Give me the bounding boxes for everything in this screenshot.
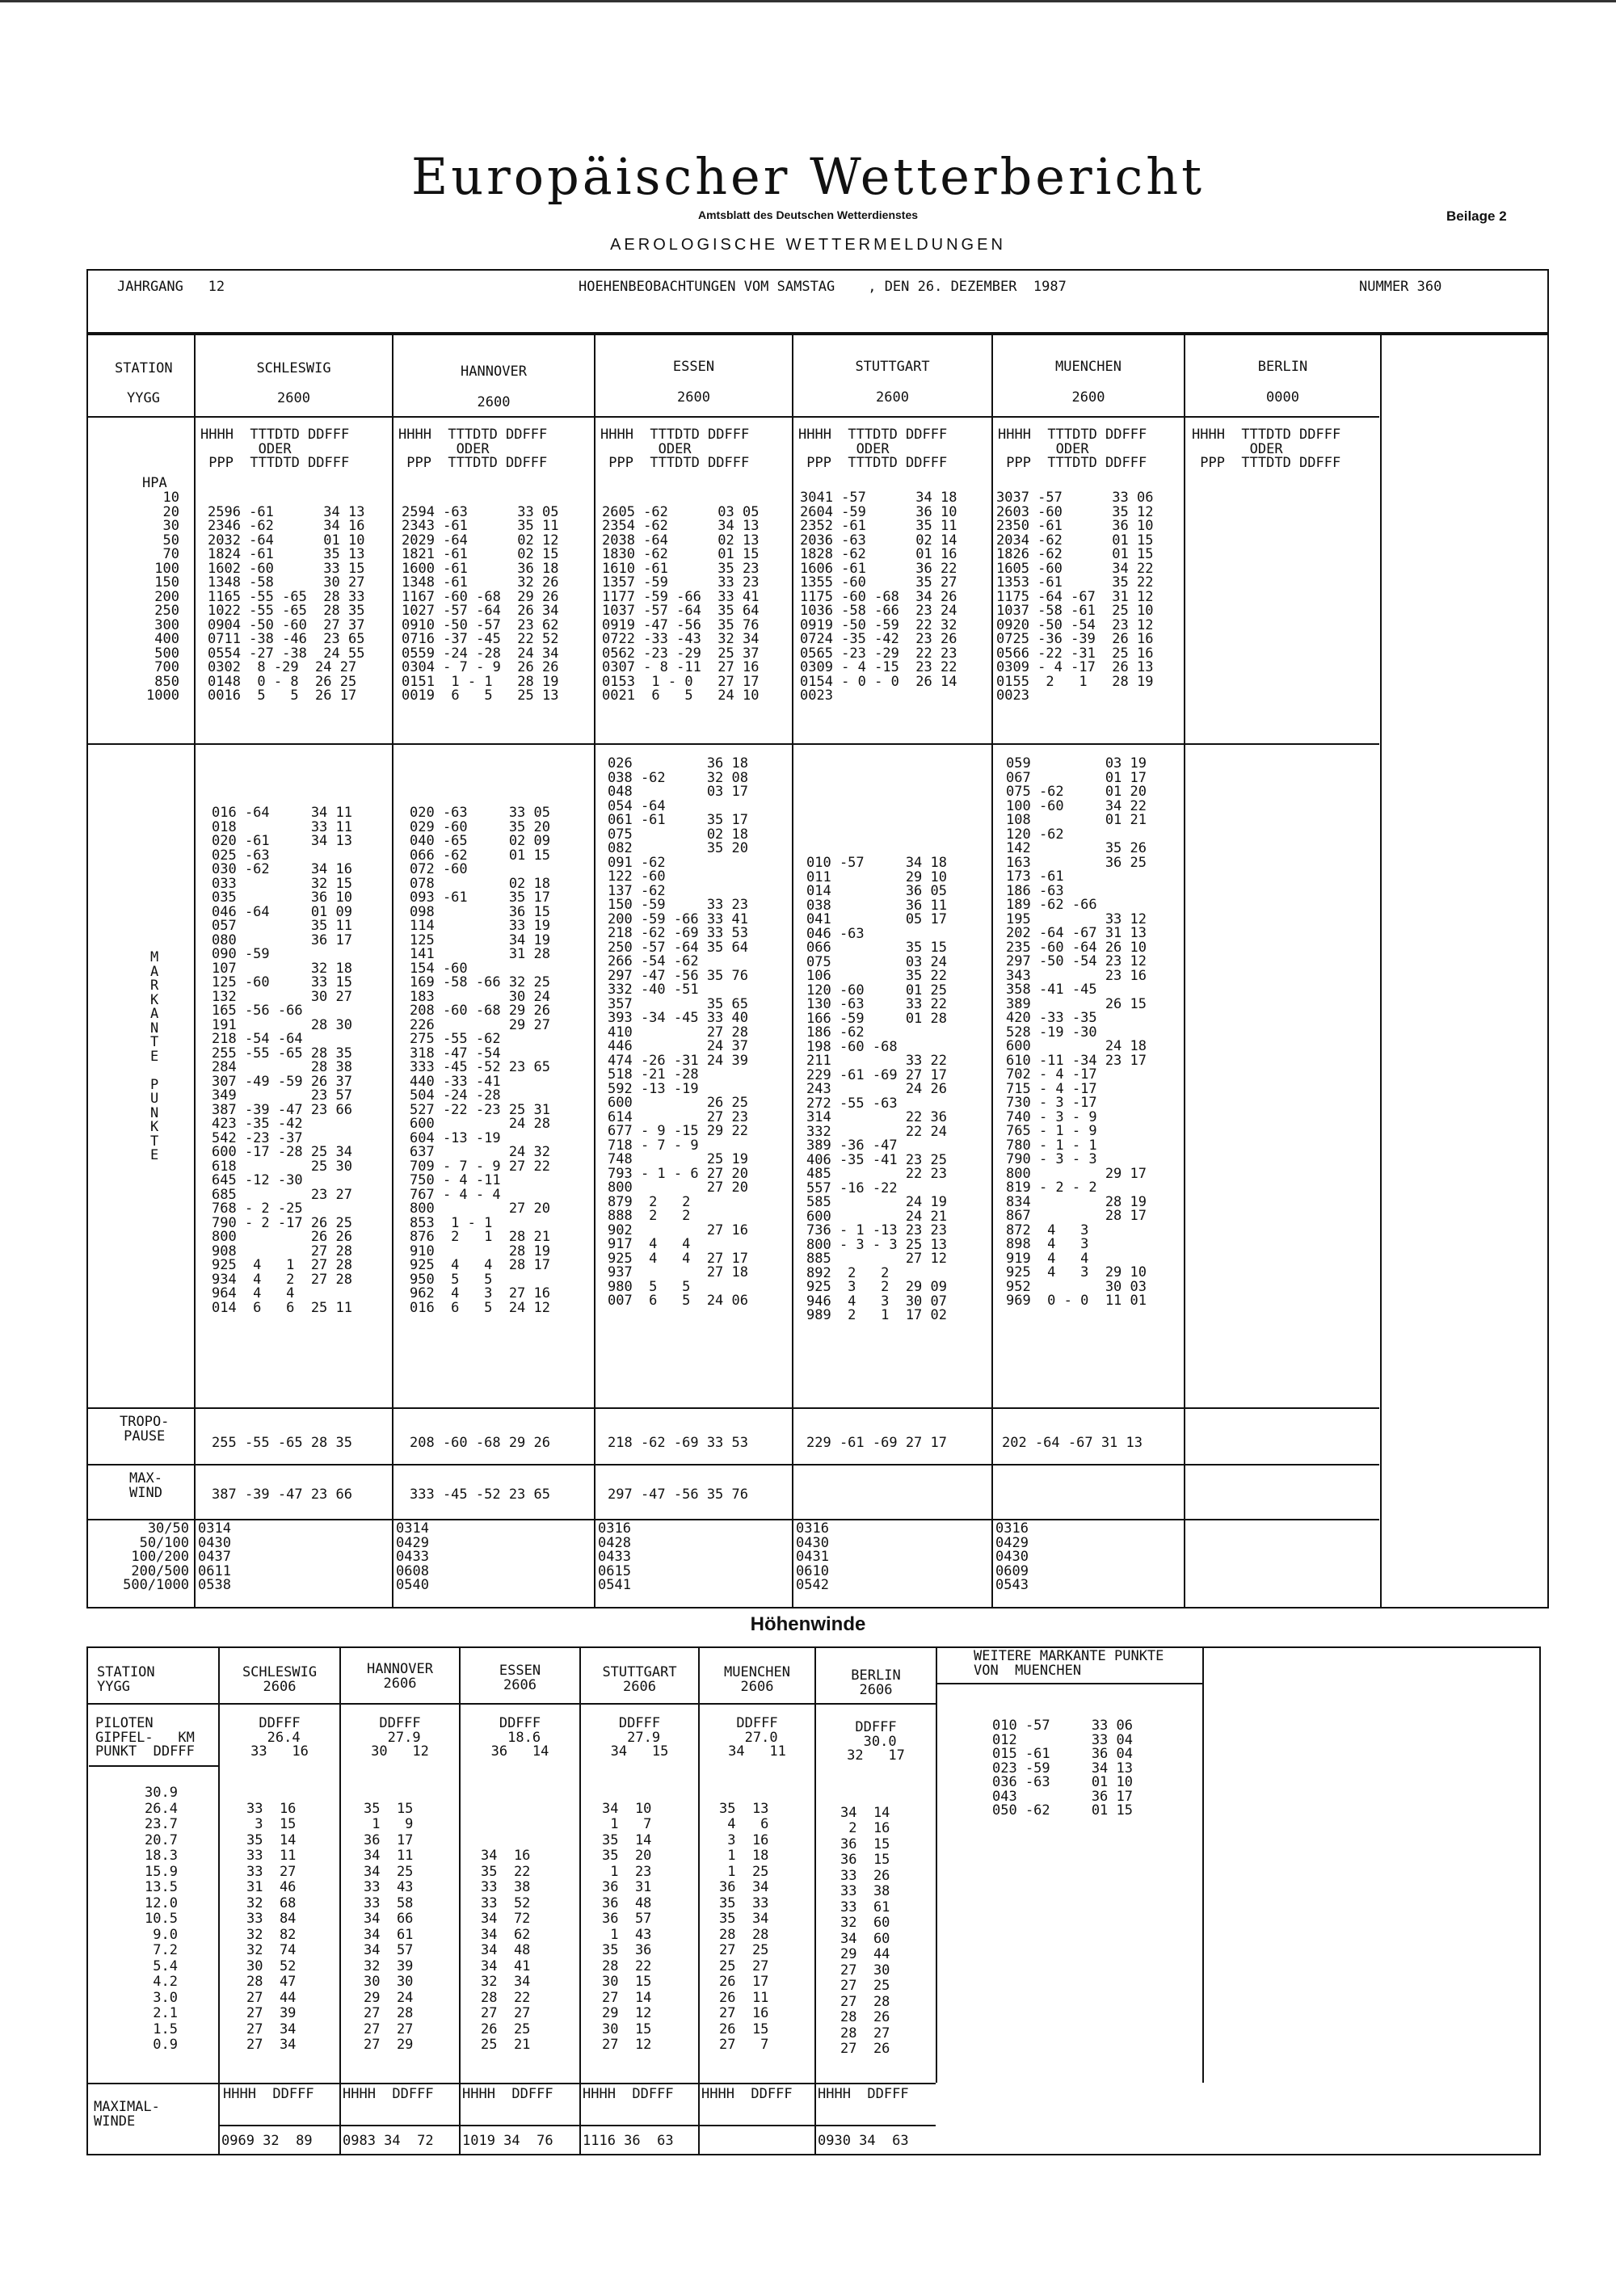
tropo-data: 202 -64 -67 31 13 [1002, 1435, 1143, 1451]
col-sep [991, 334, 993, 1608]
col-head: HHHH TTTDTD DDFFF ODER PPP TTTDTD DDFFF [998, 427, 1147, 471]
wind-data: 34 16 35 22 33 38 33 52 34 72 34 62 34 48 34 41 32 34 28 22 27 27 26 25 25 21 [481, 1848, 531, 2053]
markante-data: 026 36 18 038 -62 32 08 048 03 17 054 -64 061 -61 35 17 075 02 18 082 35 20 091 -62 122 -60 137 -62 150 -59 33 23 200 -59 -66 33 41 218 -62 -69 33 53 250 -57 -64 35 64 266 -54 -62 297 -47 -56 35 76 332 -40 -51 357 35 65 393 -34 -45 33 40 410 27 28 446 24 37 474 -26 -31 24 39 518 -21 -28 592 -13 -19 600 26 25 614 27 23 677 - 9 -15 29 22 718 - 7 - 9 748 25 19 793 - 1 - 6 27 20 800 27 20 879 2 2 888 2 2 902 27 16 917 4 4 925 4 4 27 17 937 27 18 980 5 5 007 6 5 24 06 [608, 755, 748, 1309]
gipfel-data: DDFFF 30.0 32 17 [847, 1719, 905, 1764]
gipfel-data: DDFFF 18.6 36 14 [490, 1715, 549, 1760]
hpa-levels: 10 20 30 50 70 100 150 200 250 300 400 500 700 850 1000 [146, 490, 179, 704]
maximal-head: HHHH DDFFF [701, 2086, 793, 2102]
row-sep [86, 1519, 1379, 1520]
layer-data: 0316 0430 0431 0610 0542 [796, 1520, 829, 1593]
wind-data: 35 15 1 9 36 17 34 11 34 25 33 43 33 58 34 66 34 61 34 57 32 39 30 30 29 24 27 28 27 27 27 29 [364, 1800, 414, 2053]
wind-data: 33 16 3 15 35 14 33 11 33 27 31 46 32 68 33 84 32 82 32 74 30 52 28 47 27 44 27 39 27 34 27 34 [246, 1800, 297, 2053]
tropo-data: 218 -62 -69 33 53 [608, 1435, 748, 1451]
maximal-data: 0969 32 89 [221, 2133, 313, 2149]
std-level-data: 2605 -62 03 05 2354 -62 34 13 2038 -64 02 13 1830 -62 01 15 1610 -61 35 23 1357 -59 33 23 1177 -59 -66 33 41 1037 -57 -64 35 64 0919 -47 -56 35 76 0722 -33 -43 32 34 0562 -23 -29 25 37 0307 - 8 -11 27 16 0153 1 - 0 27 17 0021 6 5 24 10 [602, 503, 760, 704]
maximal-head: HHHH DDFFF [223, 2086, 314, 2102]
hpa-label: HPA [142, 475, 167, 491]
maxwind-data: 297 -47 -56 35 76 [608, 1487, 748, 1503]
maximal-head: HHHH DDFFF [583, 2086, 674, 2102]
row-sep [86, 743, 1379, 745]
maximal-head: HHHH DDFFF [343, 2086, 434, 2102]
piloten-rule [89, 1765, 218, 1767]
col-sep [792, 334, 793, 1608]
col-sep [1184, 334, 1185, 1608]
col-sep [936, 1646, 937, 2083]
station-name: SCHLESWIG 2606 [242, 1664, 318, 1695]
page-top-rule [0, 0, 1616, 2]
station-name: MUENCHEN 2606 [724, 1664, 790, 1695]
station-yygg: 2600 [876, 389, 909, 406]
wind-data: 34 14 2 16 36 15 36 15 33 26 33 38 33 61 32 60 34 60 29 44 27 30 27 25 27 28 28 26 28 27 27 26 [840, 1804, 890, 2057]
maxwind-data: 387 -39 -47 23 66 [212, 1487, 352, 1503]
station-name: MUENCHEN [1055, 359, 1122, 375]
tropo-data: 208 -60 -68 29 26 [410, 1435, 550, 1451]
tropo-data: 229 -61 -69 27 17 [806, 1435, 947, 1451]
layer-data: 0316 0428 0433 0615 0541 [598, 1520, 631, 1593]
std-level-data: 2594 -63 33 05 2343 -61 35 11 2029 -64 02 12 1821 -61 02 15 1600 -61 36 18 1348 -61 32 26 1167 -60 -68 29 26 1027 -57 -64 26 34 0910 -50 -57 23 62 0716 -37 -45 22 52 0559 -24 -28 24 34 0304 - 7 - 9 26 26 0151 1 - 1 28 19 0019 6 5 25 13 [402, 503, 559, 704]
row-sep [936, 1683, 1202, 1684]
layer-labels: 30/50 50/100 100/200 200/500 500/1000 [123, 1520, 189, 1593]
wind-data: 35 13 4 6 3 16 1 18 1 25 36 34 35 33 35 34 28 28 27 25 25 27 26 17 26 11 27 16 26 15 27 7 [719, 1800, 769, 2053]
col-head: HHHH TTTDTD DDFFF ODER PPP TTTDTD DDFFF [798, 427, 948, 471]
std-level-data: 3041 -57 34 18 2604 -59 36 10 2352 -61 35 11 2036 -63 02 14 1828 -62 01 16 1606 -61 36 22 1355 -60 35 27 1175 -60 -68 34 26 1036 -58 -66 23 24 0919 -50 -59 22 32 0724 -35 -42 23 26 0565 -23 -29 22 23 0309 - 4 -15 23 22 0154 - 0 - 0 26 14 0023 [800, 490, 957, 704]
page-subtitle: Amtsblatt des Deutschen Wetterdienstes [697, 208, 919, 221]
markante-label: M A R K A N T E P U N K T E [150, 949, 159, 1163]
beilage-label: Beilage 2 [1446, 208, 1507, 224]
col-sep [392, 334, 393, 1608]
station-yygg: 2600 [277, 390, 310, 406]
gipfel-data: DDFFF 27.0 34 11 [728, 1715, 786, 1760]
row-sep [218, 2125, 936, 2126]
station-name: BERLIN [1257, 359, 1308, 375]
row-sep [86, 1464, 1379, 1465]
col-sep [1380, 334, 1382, 1608]
station-name: ESSEN [672, 359, 715, 375]
layer-data: 0314 0429 0433 0608 0540 [396, 1520, 429, 1593]
gipfel-data: DDFFF 26.4 33 16 [250, 1715, 309, 1760]
maximal-head: HHHH DDFFF [462, 2086, 553, 2102]
piloten-label: PILOTEN GIPFEL- KM PUNKT DDFFF [95, 1715, 195, 1760]
layer-data: 0316 0429 0430 0609 0543 [995, 1520, 1029, 1593]
col-head: HHHH TTTDTD DDFFF ODER PPP TTTDTD DDFFF [1192, 427, 1341, 471]
col-sep [194, 334, 196, 1608]
row-sep [86, 2083, 936, 2084]
markante-data: 010 -57 34 18 011 29 10 014 36 05 038 36 11 041 05 17 046 -63 066 35 15 075 03 24 106 35 22 120 -60 01 25 130 -63 33 22 166 -59 01 28 186 -62 198 -60 -68 211 33 22 229 -61 -69 27 17 243 24 26 272 -55 -63 314 22 36 332 22 24 389 -36 -47 406 -35 -41 23 25 485 22 23 557 -16 -22 585 24 19 600 24 21 736 - 1 -13 23 23 800 - 3 - 3 25 13 885 27 12 892 2 2 925 3 2 29 09 946 4 3 30 07 989 2 1 17 02 [806, 855, 947, 1323]
maximal-data: 1019 34 76 [462, 2133, 553, 2149]
markante-data: 016 -64 34 11 018 33 11 020 -61 34 13 025 -63 030 -62 34 16 033 32 15 035 36 10 046 -64 01 09 057 35 11 080 36 17 090 -59 107 32 18 125 -60 33 15 132 30 27 165 -56 -66 191 28 30 218 -54 -64 255 -55 -65 28 35 284 28 38 307 -49 -59 26 37 349 23 57 387 -39 -47 23 66 423 -35 -42 542 -23 -37 600 -17 -28 25 34 618 25 30 645 -12 -30 685 23 27 768 - 2 -25 790 - 2 -17 26 25 800 26 26 908 27 28 925 4 1 27 28 934 4 2 27 28 964 4 4 014 6 6 25 11 [212, 805, 352, 1316]
station-yygg: 2600 [677, 389, 710, 406]
std-level-data: 3037 -57 33 06 2603 -60 35 12 2350 -61 36 10 2034 -62 01 15 1826 -62 01 15 1605 -60 34 22 1353 -61 35 22 1175 -64 -67 31 12 1037 -58 -61 25 10 0920 -50 -54 23 12 0725 -36 -39 26 16 0566 -22 -31 25 16 0309 - 4 -17 26 13 0155 2 1 28 19 0023 [996, 490, 1154, 704]
tropo-data: 255 -55 -65 28 35 [212, 1435, 352, 1451]
tropo-label: TROPO- PAUSE [120, 1414, 170, 1444]
maxwind-label: MAX- WIND [129, 1470, 162, 1501]
nummer-label: NUMMER 360 [1359, 279, 1442, 295]
row-sep [86, 1703, 936, 1705]
jahrgang-label: JAHRGANG 12 [117, 279, 225, 295]
maxwind-data: 333 -45 -52 23 65 [410, 1487, 550, 1503]
station-name: STUTTGART [855, 359, 930, 375]
km-levels: 30.9 26.4 23.7 20.7 18.3 15.9 13.5 12.0 10.5 9.0 7.2 5.4 4.2 3.0 2.1 1.5 0.9 [145, 1785, 178, 2053]
page-title: Europäischer Wetterbericht [410, 147, 1206, 206]
weitere-header: WEITERE MARKANTE PUNKTE VON MUENCHEN [974, 1648, 1164, 1679]
station-name: HANNOVER 2606 [367, 1661, 433, 1692]
maximal-label: MAXIMAL- WINDE [94, 2099, 160, 2130]
std-level-data: 2596 -61 34 13 2346 -62 34 16 2032 -64 01 10 1824 -61 35 13 1602 -60 33 15 1348 -58 30 27 1165 -55 -65 28 33 1022 -55 -65 28 35 0904 -50 -60 27 37 0711 -38 -46 23 65 0554 -27 -38 24 55 0302 8 -29 24 27 0148 0 - 8 26 25 0016 5 5 26 17 [208, 503, 365, 704]
row-sep [86, 416, 1379, 418]
gipfel-data: DDFFF 27.9 30 12 [371, 1715, 429, 1760]
layer-data: 0314 0430 0437 0611 0538 [198, 1520, 231, 1593]
station-yygg: 2600 [477, 394, 511, 410]
col-sep [594, 334, 595, 1608]
station-name: HANNOVER [461, 364, 527, 380]
station-name: STUTTGART 2606 [602, 1664, 677, 1695]
station-name: BERLIN 2606 [851, 1667, 901, 1698]
col-head: HHHH TTTDTD DDFFF ODER PPP TTTDTD DDFFF [398, 427, 548, 471]
col-head: HHHH TTTDTD DDFFF ODER PPP TTTDTD DDFFF [600, 427, 750, 471]
yygg-label: YYGG [127, 390, 160, 406]
weitere-points: 010 -57 33 06 012 33 04 015 -61 36 04 023 -59 34 13 036 -63 01 10 043 36 17 050 -62 01 15 [992, 1718, 1133, 1819]
station-name: SCHLESWIG [256, 360, 331, 376]
markante-data: 059 03 19 067 01 17 075 -62 01 20 100 -60 34 22 108 01 21 120 -62 142 35 26 163 36 25 173 -61 186 -63 189 -62 -66 195 33 12 202 -64 -67 31 13 235 -60 -64 26 10 297 -50 -54 23 12 343 23 16 358 -41 -45 389 26 15 420 -33 -35 528 -19 -30 600 24 18 610 -11 -34 23 17 702 - 4 -17 715 - 4 -17 730 - 3 -17 740 - 3 - 9 765 - 1 - 9 780 - 1 - 1 790 - 3 - 3 800 29 17 819 - 2 - 2 834 28 19 867 28 17 872 4 3 898 4 3 919 4 4 925 4 3 29 10 952 30 03 969 0 - 0 11 01 [1006, 755, 1147, 1309]
col-head: HHHH TTTDTD DDFFF ODER PPP TTTDTD DDFFF [200, 427, 350, 471]
station-label: STATION YYGG [97, 1664, 155, 1695]
station-yygg: 2600 [1071, 389, 1105, 406]
maximal-data: 1116 36 63 [583, 2133, 674, 2149]
maximal-data: 0930 34 63 [818, 2133, 909, 2149]
col-sep [1202, 1646, 1204, 2083]
row-sep [86, 1407, 1379, 1409]
gipfel-data: DDFFF 27.9 34 15 [610, 1715, 669, 1760]
observation-label: HOEHENBEOBACHTUNGEN VOM SAMSTAG , DEN 26. DEZEMBER 1987 [579, 279, 1067, 295]
station-label: STATION [115, 360, 173, 376]
maximal-data: 0983 34 72 [343, 2133, 434, 2149]
station-yygg: 0000 [1266, 389, 1299, 406]
markante-data: 020 -63 33 05 029 -60 35 20 040 -65 02 09 066 -62 01 15 072 -60 078 02 18 093 -61 35 17 098 36 15 114 33 19 125 34 19 141 31 28 154 -60 169 -58 -66 32 25 183 30 24 208 -60 -68 29 26 226 29 27 275 -55 -62 318 -47 -54 333 -45 -52 23 65 440 -33 -41 504 -24 -28 527 -22 -23 25 31 600 24 28 604 -13 -19 637 24 32 709 - 7 - 9 27 22 750 - 4 -11 767 - 4 - 4 800 27 20 853 1 - 1 876 2 1 28 21 910 28 19 925 4 4 28 17 950 5 5 962 4 3 27 16 016 6 5 24 12 [410, 805, 550, 1316]
wind-data: 34 10 1 7 35 14 35 20 1 23 36 31 36 48 36 57 1 43 35 36 28 22 30 15 27 14 29 12 30 15 27 12 [602, 1800, 652, 2053]
hoehenwinde-title: Höhenwinde [750, 1613, 866, 1635]
station-name: ESSEN 2606 [499, 1663, 541, 1693]
section-title: AEROLOGISCHE WETTERMELDUNGEN [610, 236, 1006, 254]
maximal-head: HHHH DDFFF [818, 2086, 909, 2102]
